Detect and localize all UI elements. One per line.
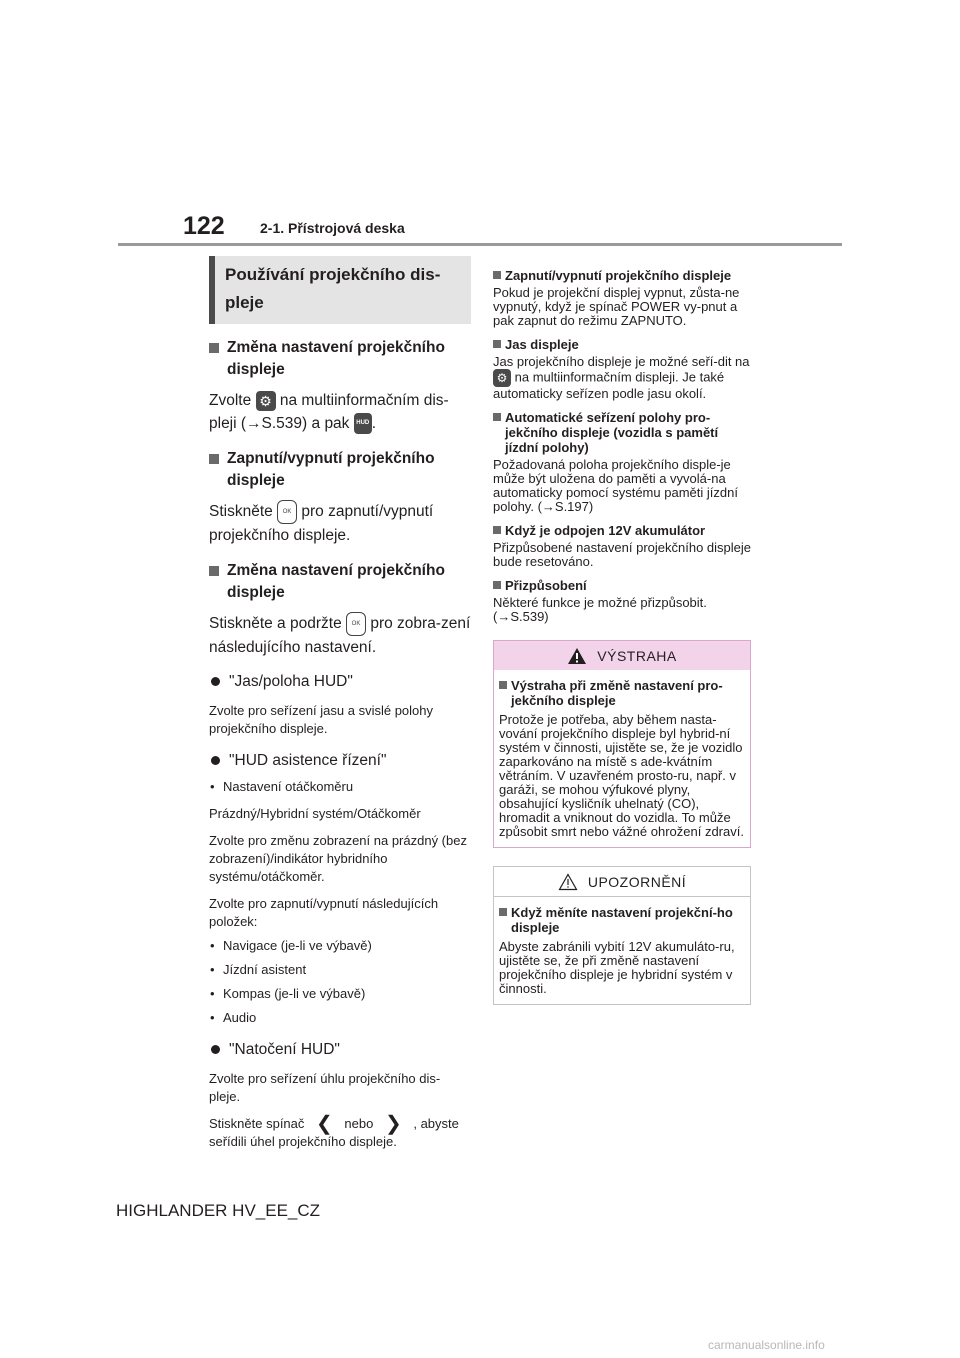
- paragraph: Abyste zabránili vybití 12V akumuláto-ru, ujistěte se, že při změně nastavení projekčního displeje je hybridní systém v činnosti.: [499, 939, 735, 996]
- subheading-text: Když měníte nastavení projekční-ho displeje: [511, 905, 733, 935]
- subheading: [493, 410, 751, 455]
- left-column: [209, 256, 471, 1151]
- text: Stiskněte a podržte: [209, 615, 342, 633]
- paragraph: Protože je potřeba, aby během nasta-vování projekčního displeje byl hybrid-ní systém v činnosti, ujistěte se, že je vozidlo zaparkováno na místě s ade-kvátním větráním. V uzavřeném prosto-ru, např. v garáži, se mohou výfukové plyny, obsahující kysličník uhelnatý (CO), hromadit a vniknout do vozidla. To může způsobit smrt nebo vážné ohrožení zdraví.: [499, 712, 744, 839]
- text: Stiskněte: [209, 503, 273, 521]
- text: Zvolte: [209, 392, 252, 409]
- text: Jas projekčního displeje je možné seří-dit na: [493, 354, 750, 369]
- paragraph: Prázdný/Hybridní systém/Otáčkoměr: [209, 806, 421, 821]
- bullet-item: [209, 671, 471, 693]
- paragraph: [493, 355, 751, 401]
- paragraph: [209, 612, 471, 659]
- subheading-text: Když je odpojen 12V akumulátor: [505, 523, 706, 538]
- notice-box: [493, 866, 751, 1005]
- subheading: [209, 560, 471, 604]
- list-item: • Audio: [209, 1009, 471, 1027]
- paragraph: Zvolte pro zapnutí/vypnutí následujících položek:: [209, 896, 439, 929]
- chevron-left-icon: ❮: [316, 1113, 333, 1135]
- ok-button-icon: OK: [346, 612, 366, 636]
- square-bullet-icon: [493, 581, 501, 589]
- gear-icon: ⚙: [493, 369, 511, 387]
- list-item: • Navigace (je-li ve výbavě): [209, 937, 471, 955]
- square-bullet-icon: [493, 340, 501, 348]
- watermark: carmanualsonline.info: [708, 1338, 825, 1352]
- bullet-item: [209, 1039, 471, 1061]
- square-bullet-icon: [493, 526, 501, 534]
- subheading: [209, 337, 471, 381]
- notice-body: [494, 897, 750, 1004]
- subheading: [493, 578, 751, 593]
- paragraph: Některé funkce je možné přizpůsobit. (→S.539): [493, 595, 707, 624]
- ok-button-icon: OK: [277, 500, 297, 524]
- paragraph: Pokud je projekční displej vypnut, zůsta-ne vypnutý, když je spínač POWER vy-pnut a pak zapnut do režimu ZAPNUTO.: [493, 285, 740, 328]
- paragraph: Zvolte pro seřízení jasu a svislé polohy projekčního displeje.: [209, 703, 433, 736]
- subheading-text: Výstraha při změně nastavení pro-jekčního displeje: [511, 678, 723, 708]
- footer-model: HIGHLANDER HV_EE_CZ: [116, 1201, 321, 1220]
- text: .: [371, 415, 377, 432]
- warning-triangle-icon: [567, 647, 587, 665]
- notice-header: [494, 867, 750, 897]
- subheading: [493, 268, 751, 283]
- chevron-right-icon: ❯: [384, 1113, 402, 1135]
- subheading-text: Zapnutí/vypnutí projekčního displeje: [227, 450, 435, 489]
- page-number: 122: [183, 212, 225, 240]
- square-bullet-icon: [493, 271, 501, 279]
- subheading: [209, 448, 471, 492]
- subheading: [493, 523, 751, 538]
- paragraph: [209, 389, 471, 435]
- warning-header: [494, 641, 750, 670]
- section-title: 2-1. Přístrojová deska: [260, 220, 405, 236]
- warning-title: VÝSTRAHA: [597, 647, 677, 664]
- list-item: • Kompas (je-li ve výbavě): [209, 985, 471, 1003]
- hud-icon: HUD: [354, 413, 372, 434]
- bullet-dot-icon: [211, 677, 220, 686]
- text: pro zapnutí/vypnutí projekčního displeje.: [209, 503, 434, 544]
- square-bullet-icon: [493, 413, 501, 421]
- paragraph: [209, 1115, 471, 1151]
- text: pro zobra-zení následujícího nastavení.: [209, 615, 471, 656]
- caution-triangle-icon: [558, 873, 578, 891]
- paragraph: [209, 500, 471, 547]
- subheading-text: Zapnutí/vypnutí projekčního displeje: [505, 268, 732, 283]
- section-heading: Používání projekčního dis-pleje: [209, 256, 471, 324]
- subheading-text: Přizpůsobení: [505, 578, 587, 593]
- square-bullet-icon: [209, 343, 219, 353]
- gear-icon: ⚙: [256, 391, 276, 411]
- warning-box: [493, 640, 751, 848]
- text: na multiinformačním dis-pleji (→S.539) a pak: [209, 392, 449, 432]
- square-bullet-icon: [499, 681, 507, 689]
- bullet-item: [209, 750, 471, 772]
- text: na multiinformačním displeji. Je také automaticky seřízen podle jasu okolí.: [493, 369, 725, 401]
- warning-body: [494, 670, 750, 847]
- list-item: • Nastavení otáčkoměru: [209, 778, 471, 796]
- text: nebo: [344, 1116, 374, 1131]
- bullet-dot-icon: [211, 756, 220, 765]
- paragraph: Zvolte pro změnu zobrazení na prázdný (bez zobrazení)/indikátor hybridního systému/otáčkoměr.: [209, 833, 467, 884]
- paragraph: Přizpůsobené nastavení projekčního displeje bude resetováno.: [493, 540, 752, 569]
- bullet-text: "Natočení HUD": [229, 1041, 340, 1058]
- subheading-text: Automatické seřízení polohy pro-jekčního displeje (vozidla s pamětí jízdní polohy): [505, 410, 719, 455]
- square-bullet-icon: [499, 908, 507, 916]
- subheading-text: Změna nastavení projekčního displeje: [227, 562, 445, 601]
- header-rule: [118, 243, 842, 246]
- square-bullet-icon: [209, 454, 219, 464]
- paragraph: Zvolte pro seřízení úhlu projekčního dis-pleje.: [209, 1071, 441, 1104]
- bullet-text: "HUD asistence řízení": [229, 752, 387, 769]
- subheading-text: Změna nastavení projekčního displeje: [227, 339, 445, 378]
- square-bullet-icon: [209, 566, 219, 576]
- text: Stiskněte spínač: [209, 1116, 305, 1131]
- list-item: • Jízdní asistent: [209, 961, 471, 979]
- notice-title: UPOZORNĚNÍ: [587, 873, 687, 890]
- text: , abyste seřídili úhel projekčního displeje.: [209, 1116, 459, 1149]
- bullet-dot-icon: [211, 1045, 220, 1054]
- right-column: [493, 268, 751, 1005]
- subheading: [499, 905, 745, 935]
- bullet-text: "Jas/poloha HUD": [229, 673, 353, 690]
- subheading: [499, 678, 745, 708]
- subheading: [493, 337, 751, 352]
- paragraph: Požadovaná poloha projekčního disple-je může být uložena do paměti a vyvolá-na automaticky pomocí systému paměti jízdní polohy. (→S.197): [493, 457, 738, 514]
- subheading-text: Jas displeje: [505, 337, 579, 352]
